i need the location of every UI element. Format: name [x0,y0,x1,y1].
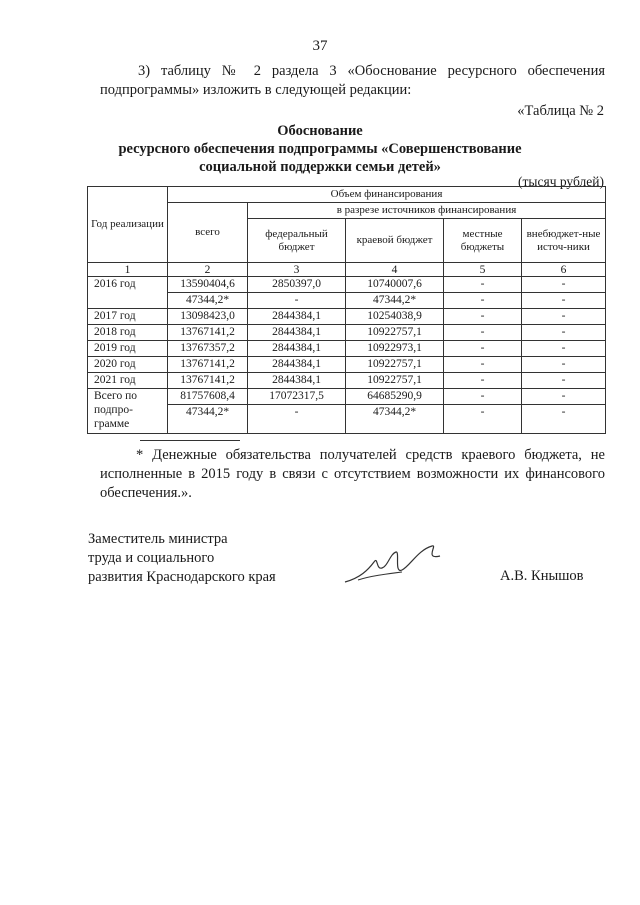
cell-federal: 2844384,1 [248,357,346,373]
cell-local: - [444,277,522,293]
table-row [88,373,606,389]
units-label: (тысяч рублей) [518,174,604,189]
cell-total: 13767141,2 [168,325,248,341]
cell-federal: 2844384,1 [248,341,346,357]
handwritten-signature [340,540,450,590]
cell-year: 2021 год [88,373,168,389]
cell-total: 13098423,0 [168,309,248,325]
cell-local: - [444,293,522,309]
cell-federal: 2844384,1 [248,325,346,341]
table-row [88,325,606,341]
header-federal: федеральный бюджет [248,219,346,263]
cell-regional: 47344,2* [346,405,444,434]
title-line-1: Обоснование [277,123,363,139]
title-line-3: социальной поддержки семьи детей» [199,159,441,175]
cell-total: 13767141,2 [168,373,248,389]
cell-total: 13767357,2 [168,341,248,357]
cell-extra: - [522,325,606,341]
cell-total: 81757608,4 [168,389,248,405]
cell-federal: 2844384,1 [248,373,346,389]
cell-federal: 2850397,0 [248,277,346,293]
cell-local: - [444,389,522,405]
header-year: Год реализации [88,187,168,263]
cell-regional: 10922973,1 [346,341,444,357]
header-by-source: в разрезе источников финансирования [248,203,606,219]
intro-paragraph: 3) таблицу № 2 раздела 3 «Обоснование ресурсного обеспечения подпрограммы» изложить в следующей редакции: [100,63,605,98]
signatory-line-3: развития Краснодарского края [88,569,276,585]
signatory-block [88,530,276,587]
table-row [88,277,606,293]
cell-extra: - [522,357,606,373]
page-number: 37 [312,38,328,54]
cell-regional: 10922757,1 [346,325,444,341]
header-regional: краевой бюджет [346,219,444,263]
title-line-2: ресурсного обеспечения подпрограммы «Совершенствование [118,141,522,157]
cell-local: - [444,309,522,325]
funding-table [87,186,606,434]
header-funding: Объем финансирования [168,187,606,203]
cell-extra: - [522,341,606,357]
cell-regional: 10254038,9 [346,309,444,325]
table-row [88,357,606,373]
total-row [88,389,606,405]
cell-federal: 17072317,5 [248,389,346,405]
cell-total: 47344,2* [168,293,248,309]
cell-year: 2019 год [88,341,168,357]
cell-year: 2016 год [88,277,168,309]
cell-local: - [444,357,522,373]
cell-regional: 10740007,6 [346,277,444,293]
cell-total-label: Всего по подпро-грамме [88,389,168,434]
header-extra: внебюджет-ные источ-ники [522,219,606,263]
cell-extra: - [522,277,606,293]
cell-regional: 10922757,1 [346,357,444,373]
col-num: 1 [88,263,168,277]
cell-local: - [444,325,522,341]
cell-total: 13767141,2 [168,357,248,373]
signatory-line-2: труда и социального [88,550,215,566]
col-num: 4 [346,263,444,277]
cell-year: 2020 год [88,357,168,373]
signatory-name: А.В. Кнышов [500,568,584,584]
table-row [88,341,606,357]
col-num: 3 [248,263,346,277]
cell-extra: - [522,309,606,325]
footnote: * Денежные обязательства получателей средств краевого бюджета, не исполненные в 2015 году в связи с отсутствием возможности их финансового обеспечения.». [100,447,605,501]
signatory-line-1: Заместитель министра [88,531,228,547]
cell-federal: - [248,405,346,434]
cell-local: - [444,405,522,434]
cell-year: 2017 год [88,309,168,325]
table-row [88,309,606,325]
cell-extra: - [522,373,606,389]
cell-regional: 64685290,9 [346,389,444,405]
cell-federal: 2844384,1 [248,309,346,325]
cell-local: - [444,373,522,389]
column-numbers-row [88,263,606,277]
col-num: 2 [168,263,248,277]
cell-extra: - [522,293,606,309]
cell-regional: 10922757,1 [346,373,444,389]
cell-extra: - [522,405,606,434]
header-total: всего [168,203,248,263]
cell-total: 47344,2* [168,405,248,434]
cell-regional: 47344,2* [346,293,444,309]
cell-total: 13590404,6 [168,277,248,293]
cell-year: 2018 год [88,325,168,341]
table-caption: «Таблица № 2 [517,103,604,119]
header-local: местные бюджеты [444,219,522,263]
footnote-divider [140,440,240,441]
col-num: 6 [522,263,606,277]
cell-federal: - [248,293,346,309]
col-num: 5 [444,263,522,277]
cell-local: - [444,341,522,357]
cell-extra: - [522,389,606,405]
